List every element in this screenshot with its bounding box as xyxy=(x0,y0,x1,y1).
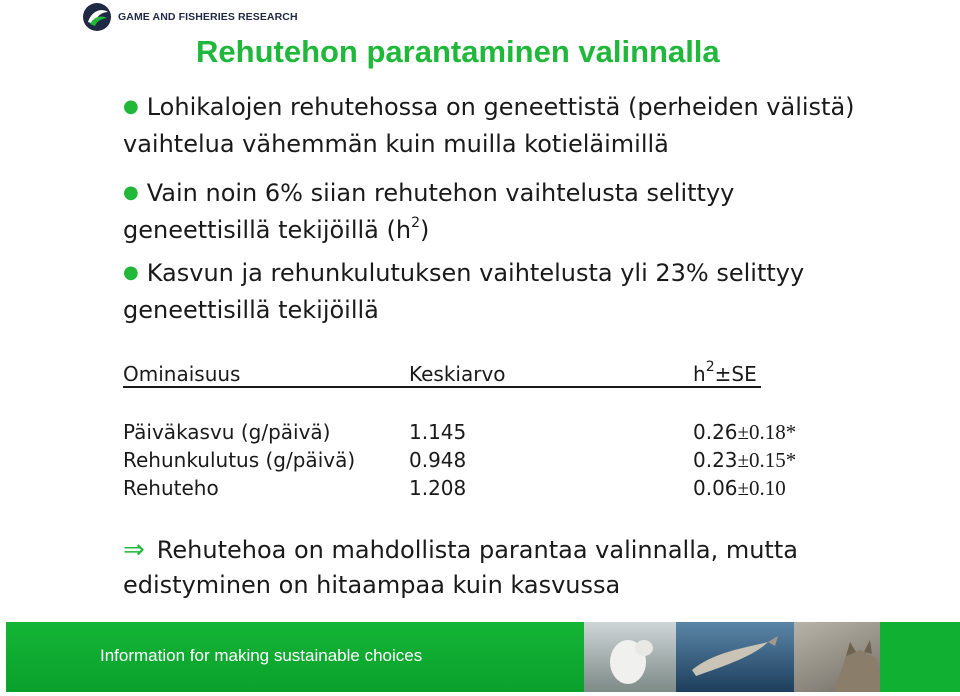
header-underline xyxy=(123,386,761,388)
column-header-mean: Keskiarvo xyxy=(409,362,506,386)
mean-cell: 1.208 xyxy=(409,476,467,500)
org-name: GAME AND FISHERIES RESEARCH xyxy=(118,11,298,23)
implies-arrow-icon: ⇒ xyxy=(123,535,145,565)
h2-cell: 0.26±0.18* xyxy=(693,420,797,444)
slide-title: Rehutehon parantaminen valinnalla xyxy=(196,34,720,69)
bullet-item: ● Vain noin 6% siian rehutehon vaihtelusta selittyy geneettisillä tekijöillä $(h^2)$ xyxy=(123,179,735,244)
bullet-item: ● Kasvun ja rehunkulutuksen vaihtelusta yli 23% selittyy geneettisillä tekijöillä xyxy=(123,259,805,324)
mean-cell: 0.948 xyxy=(409,448,467,472)
column-header-h2: $h^2\pm SE$ xyxy=(693,359,757,386)
trait-cell: Rehunkulutus (g/päivä) xyxy=(123,448,356,472)
trait-cell: Päiväkasvu (g/päivä) xyxy=(123,420,331,444)
footer-banner xyxy=(6,622,584,692)
conclusion: ⇒ Rehutehoa on mahdollista parantaa valinnalla, mutta edistyminen on hitaampaa kuin kasvussa xyxy=(123,535,798,599)
column-header-trait: Ominaisuus xyxy=(123,362,241,386)
bullet-icon: ● xyxy=(123,182,139,203)
bullet-icon: ● xyxy=(123,96,139,117)
header xyxy=(82,2,298,32)
footer-tagline: Information for making sustainable choices xyxy=(100,646,423,665)
bullet-icon: ● xyxy=(123,262,139,283)
trait-cell: Rehuteho xyxy=(123,476,219,500)
logo-icon xyxy=(82,2,112,32)
bullet-item: ● Lohikalojen rehutehossa on geneettistä (perheiden välistä) vaihtelua vähemmän kuin muilla kotieläimillä xyxy=(123,93,855,158)
table-header-row xyxy=(123,360,763,388)
h2-cell: 0.23±0.15* xyxy=(693,448,797,472)
h2-cell: 0.06±0.10 xyxy=(693,476,786,500)
mean-cell: 1.145 xyxy=(409,420,467,444)
footer-photo-strip xyxy=(584,622,960,692)
